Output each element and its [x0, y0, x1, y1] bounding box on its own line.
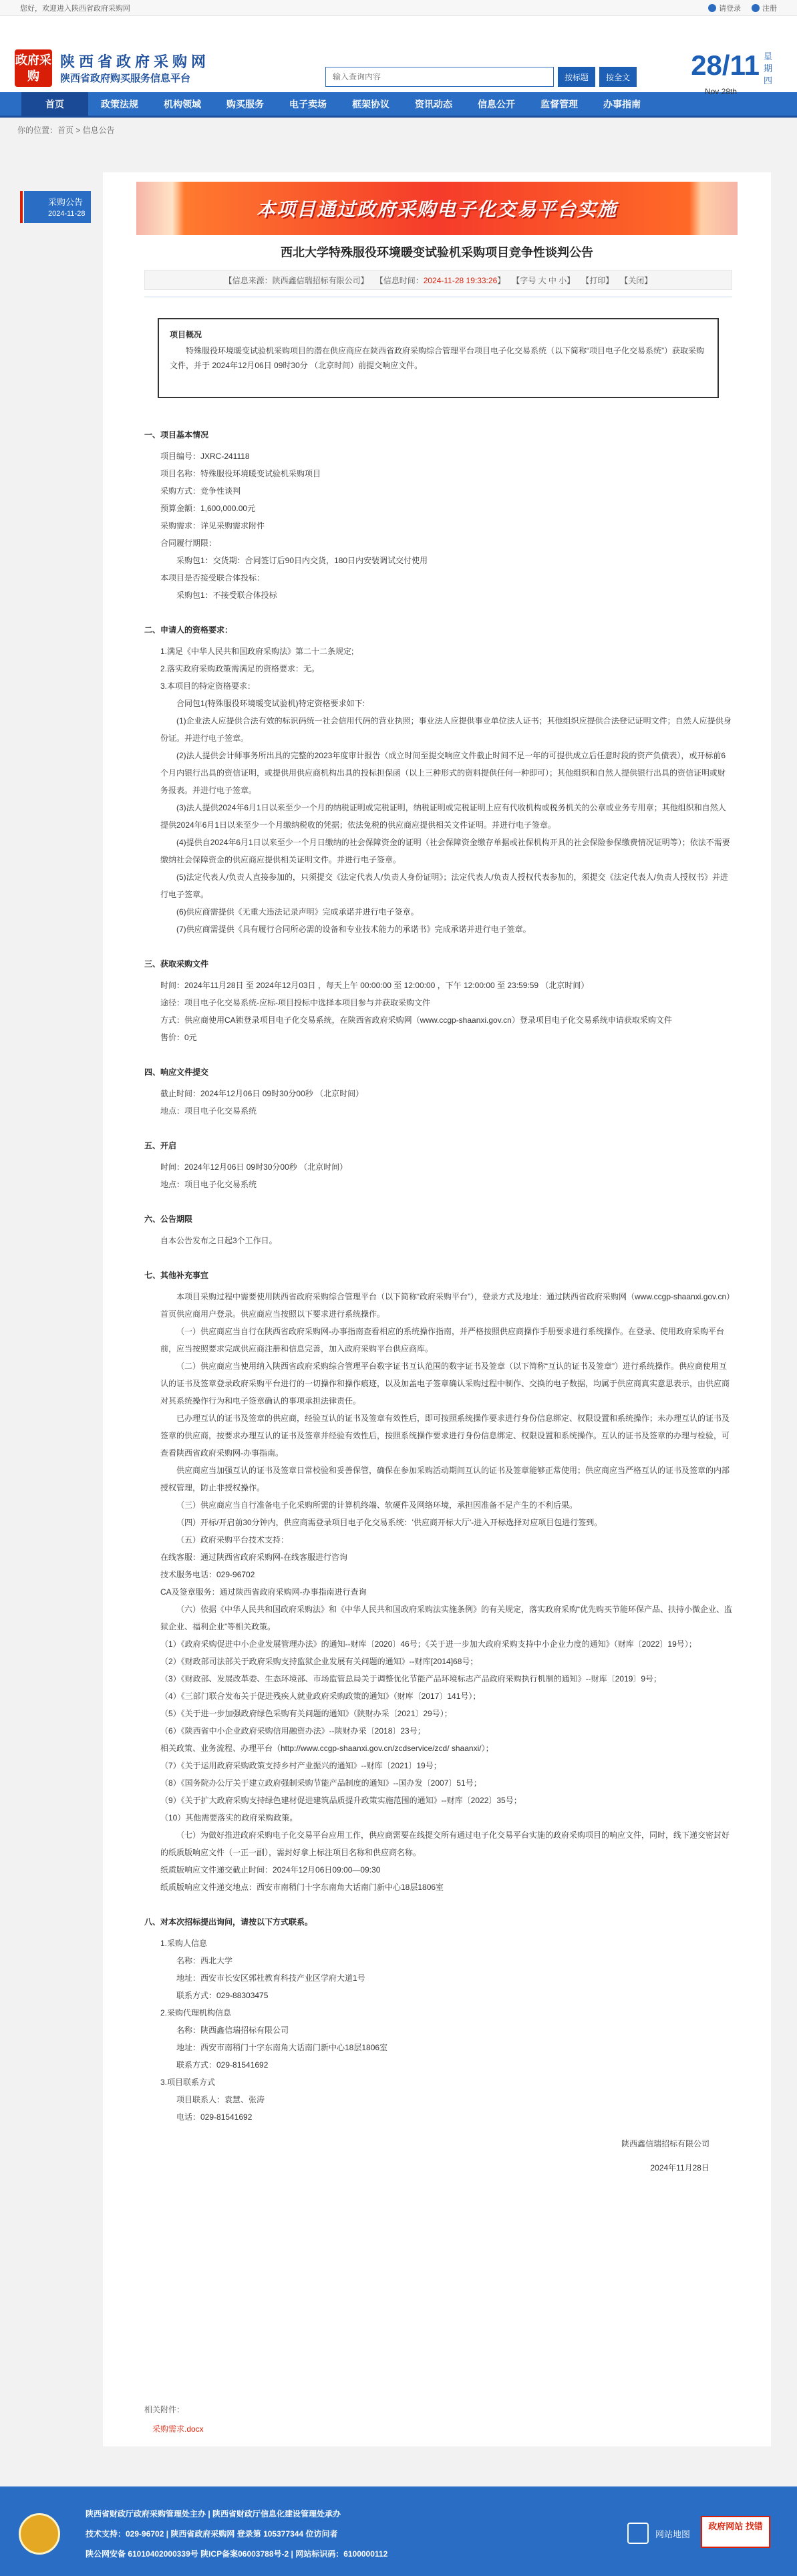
nav-home[interactable]: 首页: [21, 92, 88, 117]
sitemap-link[interactable]: 网站地图: [627, 2523, 690, 2544]
nav-news[interactable]: 资讯动态: [415, 98, 452, 110]
notice-body: [144, 413, 732, 2177]
notice-line: 1.满足《中华人民共和国政府采购法》第二十二条规定;: [160, 647, 354, 656]
notice-line: (6)供应商需提供《无重大违法记录声明》完成承诺并进行电子签章。: [176, 907, 419, 917]
notice-line: 本项目是否接受联合体投标：: [160, 573, 265, 583]
meta-time: 【信息时间：2024-11-28 19:33:26】: [375, 275, 506, 285]
notice-line: 采购需求：详见采购需求附件: [160, 521, 265, 530]
nav-framework[interactable]: 框架协议: [352, 98, 389, 110]
notice-line: 合同包1(特殊服役环境暖变试验机)特定资格要求如下:: [176, 699, 365, 708]
notice-line: 电话：029-81541692: [176, 2112, 253, 2122]
notice-line: 预算金额：1,600,000.00元: [160, 504, 256, 513]
notice-line: 售价：0元: [160, 1033, 197, 1042]
nav-guide[interactable]: 办事指南: [603, 98, 641, 110]
side-tab-date: 2024-11-28: [48, 210, 86, 218]
notice-line: 项目名称：特殊服役环境暖变试验机采购项目: [160, 469, 321, 478]
notice-line: 时间：2024年11月28日 至 2024年12月03日 ，每天上午 00:00:00 至 12:00:00 ，下午 12:00:00 至 23:59:59 （北京时间）: [160, 981, 589, 990]
notice-line: 名称：陕西鑫信瑞招标有限公司: [176, 2026, 289, 2035]
notice-line: 技术服务电话：029-96702: [160, 1570, 255, 1579]
footer-host-line: 陕西省财政厅政府采购管理处主办 | 陕西省财政厅信息化建设管理处承办: [86, 2509, 341, 2519]
notice-line: （六）依据《中华人民共和国政府采购法》和《中华人民共和国政府采购法实施条例》的有关规定，落实政府采购“优先购买节能环保产品、扶持小微企业、监狱企业、福利企业”等相关政策。: [160, 1605, 733, 1631]
notice-line: (5)法定代表人/负责人直接参加的，只须提交《法定代表人/负责人身份证明》；法定代表人/负责人授权代表参加的，须提交《法定代表人/负责人授权书》并进行电子签章。: [160, 872, 729, 899]
nav-emall[interactable]: 电子卖场: [289, 98, 327, 110]
nav-agency[interactable]: 机构领域: [164, 98, 201, 110]
notice-line: 时间：2024年12月06日 09时30分00秒 （北京时间）: [160, 1162, 348, 1172]
notice-line: 2.落实政府采购政策需满足的资格要求：无。: [160, 664, 320, 673]
section-heading: 七、其他补充事宜: [144, 1271, 209, 1280]
print-button[interactable]: 【打印】: [581, 275, 614, 285]
search-fulltext-button[interactable]: 按全文: [599, 67, 637, 87]
site-title: 陕西省政府采购网: [60, 53, 210, 70]
notice-line: 方式：供应商使用CA锁登录项目电子化交易系统，在陕西省政府采购网（www.ccgp-shaanxi.gov.cn）登录项目电子化交易系统申请获取采购文件: [160, 1015, 672, 1025]
notice-line: 项目编号：JXRC-241118: [160, 452, 250, 461]
register-icon: [752, 4, 760, 12]
notice-line: （三）供应商应当自行准备电子化采购所需的计算机终端、软硬件及网络环境，承担因准备不足产生的不利后果。: [176, 1500, 578, 1510]
meta-source: 【信息来源：陕西鑫信瑞招标有限公司】: [224, 275, 369, 285]
notice-line: （七）为做好推进政府采购电子化交易平台应用工作，供应商需要在线提交所有通过电子化交易平台实施的政府采购项目的响应文件，同时，线下递交密封好的纸质版响应文件（一正一副），需封好拿上标注项目名称和供应商名称。: [160, 1830, 730, 1857]
gov-site-error-button[interactable]: 政府网站 找错: [701, 2516, 770, 2548]
notice-line: 在线客服：通过陕西省政府采购网-在线客服进行咨询: [160, 1553, 347, 1562]
footer-support-line: 技术支持：029-96702 | 陕西省政府采购网 登录第 105377344 位访问者: [86, 2529, 338, 2539]
notice-line: （7）《关于运用政府采购政策支持乡村产业振兴的通知》--财库〔2021〕19号；: [160, 1761, 442, 1770]
section-heading: 五、开启: [144, 1141, 177, 1150]
notice-line: （四）开标/开启前30分钟内，供应商需登录项目电子化交易系统：'供应商开标大厅'-进入开标选择对应项目包进行签到。: [176, 1518, 603, 1527]
notice-line: 地址：西安市长安区郭杜教育科技产业区学府大道1号: [176, 1973, 365, 1983]
font-size-switch[interactable]: 【字号 大 中 小】: [512, 275, 575, 285]
side-tab-label: 采购公告: [48, 197, 84, 207]
register-link[interactable]: 注册: [752, 3, 777, 13]
notice-line: 采购包1：交货期：合同签订后90日内交货，180日内安装调试交付使用: [176, 556, 428, 565]
section-heading: 三、获取采购文件: [144, 959, 209, 969]
date-day: 28/11: [691, 49, 760, 81]
login-link[interactable]: 请登录: [708, 3, 741, 13]
notice-line: （1）《政府采购促进中小企业发展管理办法》的通知--财库〔2020〕46号；《关于进一步加大政府采购支持中小企业力度的通知》（财库〔2022〕19号）；: [160, 1639, 697, 1649]
notice-line: (4)提供自2024年6月1日以来至少一个月日缴纳的社会保障资金的证明（社会保障资金缴存单据或社保机构开具的社会保险参保缴费情况证明等）；依法不需要缴纳社会保障资金的供应商应提供相关证明文件。并进行电子签章。: [160, 838, 730, 864]
notice-line: CA及签章服务：通过陕西省政府采购网-办事指南进行查询: [160, 1587, 367, 1597]
notice-line: （五）政府采购平台技术支持：: [176, 1535, 289, 1545]
notice-line: 截止时间：2024年12月06日 09时30分00秒 （北京时间）: [160, 1089, 364, 1098]
date-week: 星期四: [764, 51, 773, 86]
notice-line: 途径：项目电子化交易系统-应标-项目投标中选择本项目参与并获取采购文件: [160, 998, 430, 1007]
notice-meta: [144, 270, 732, 290]
notice-line: （2）《财政部司法部关于政府采购支持监狱企业发展有关问题的通知》--财库[2014]68号；: [160, 1657, 478, 1666]
notice-line: 纸质版响应文件递交地点：西安市南稍门十字东南角大话南门新中心18层1806室: [160, 1883, 444, 1892]
notice-line: （9）《关于扩大政府采购支持绿色建材促进建筑品质提升政策实施范围的通知》--财库〔2022〕35号；: [160, 1796, 522, 1805]
notice-line: 采购方式：竞争性谈判: [160, 486, 241, 496]
notice-line: 纸质版响应文件递交截止时间：2024年12月06日09:00—09:30: [160, 1865, 381, 1875]
site-subtitle: 陕西省政府购买服务信息平台: [60, 73, 191, 84]
notice-line: 联系方式：029-88303475: [176, 1991, 269, 2000]
notice-line: 1.采购人信息: [160, 1939, 208, 1948]
notice-line: （二）供应商应当使用纳入陕西省政府采购综合管理平台数字证书互认范围的数字证书及签章（以下简称“互认的证书及签章”）进行系统操作。供应商使用互认的证书及签章登录政府采购平台进行的一切操作和操作痕迹，以及加盖电子签章确认采购过程中制作、交换的电子数据，均属于供应商真实意思表示，由供应商对其系统操作行为和电子签章确认的事项承担法律责任。: [160, 1361, 730, 1406]
date-display: [691, 51, 776, 87]
notice-line: 2.采购代理机构信息: [160, 2008, 232, 2018]
section-heading: 二、申请人的资格要求：: [144, 625, 233, 635]
footer-icp-line[interactable]: 陕公网安备 61010402000339号 陕ICP备案06003788号-2 | 网站标识码：6100000112: [86, 2549, 388, 2559]
attachments-label: 相关附件：: [144, 2405, 185, 2414]
section-heading: 一、项目基本情况: [144, 430, 209, 440]
notice-line: (1)企业法人应提供合法有效的标识码统一社会信用代码的营业执照；事业法人应提供事业单位法人证书；其他组织应提供合法登记证明文件；自然人应提供身份证。并进行电子签章。: [160, 716, 732, 743]
side-tab-accent: [20, 191, 23, 223]
notice-line: 合同履行期限：: [160, 538, 217, 548]
notice-panel: [103, 172, 771, 2446]
notice-line: 采购包1：不接受联合体投标: [176, 591, 277, 600]
section-heading: 六、公告期限: [144, 1215, 193, 1224]
notice-line: 供应商应当加强互认的证书及签章日常校验和妥善保管，确保在参加采购活动期间互认的证书及签章能够正常使用；供应商应当严格互认的证书及签章的内部授权管理，防止非授权操作。: [160, 1466, 730, 1492]
side-tab-procurement-notice[interactable]: [24, 191, 91, 223]
notice-line: （3）《财政部、发展改革委、生态环境部、市场监管总局关于调整优化节能产品环境标志产品政府采购执行机制的通知》--财库〔2019〕9号；: [160, 1674, 662, 1683]
greeting-text: 您好，欢迎进入陕西省政府采购网: [20, 4, 130, 13]
summary-heading: 项目概况: [170, 330, 202, 339]
notice-line: 自本公告发布之日起3个工作日。: [160, 1236, 277, 1245]
notice-line: 联系方式：029-81541692: [176, 2060, 269, 2070]
notice-line: （4）《三部门联合发布关于促进残疾人就业政府采购政策的通知》（财库〔2017〕141号）；: [160, 1692, 481, 1701]
notice-line: （10）其他需要落实的政府采购政策。: [160, 1813, 298, 1822]
breadcrumb: 你的位置：首页 > 信息公告: [17, 126, 115, 135]
notice-line: 本项目采购过程中需要使用陕西省政府采购综合管理平台（以下简称“政府采购平台”），登录方式及地址：通过陕西省政府采购网（www.ccgp-shaanxi.gov.cn）首页供应商用户登录。供应商应当按照以下要求进行系统操作。: [160, 1292, 731, 1319]
site-logo[interactable]: 政府采购: [15, 49, 52, 87]
top-bar: [0, 0, 797, 16]
notice-line: 3.本项目的特定资格要求：: [160, 681, 256, 691]
notice-line: （6）《陕西省中小企业政府采购信用融资办法》--陕财办采〔2018〕23号；: [160, 1726, 426, 1736]
notice-line: 名称：西北大学: [176, 1956, 233, 1965]
notice-line: (7)供应商需提供《具有履行合同所必需的设备和专业技术能力的承诺书》完成承诺并进行电子签章。: [176, 925, 531, 934]
date-english: Nov 28th: [704, 87, 737, 96]
sign-date: 2024年11月28日: [650, 2163, 709, 2172]
project-summary-box: [158, 318, 719, 398]
notice-title: 西北大学特殊服役环境暖变试验机采购项目竞争性谈判公告: [281, 246, 593, 259]
user-icon: [708, 4, 716, 12]
attachment-link[interactable]: 采购需求.docx: [152, 2424, 204, 2434]
search-bar: [325, 67, 637, 87]
notice-line: （8）《国务院办公厅关于建立政府强制采购节能产品制度的通知》--国办发〔2007〕51号；: [160, 1778, 482, 1788]
policy-link-line[interactable]: 相关政策、业务流程、办理平台（http://www.ccgp-shaanxi.gov.cn/zcdservice/zcd/ shaanxi/）；: [160, 1744, 494, 1753]
notice-line: 项目联系人：袁慧、张涛: [176, 2095, 265, 2104]
nav-services[interactable]: 购买服务: [226, 98, 264, 110]
close-button[interactable]: 【关闭】: [620, 275, 653, 285]
sitemap-icon: [627, 2523, 649, 2544]
search-input[interactable]: [325, 67, 554, 87]
nav-supervision[interactable]: 监督管理: [540, 98, 578, 110]
main-nav: [0, 92, 797, 118]
notice-line: 地点：项目电子化交易系统: [160, 1180, 257, 1189]
nav-disclosure[interactable]: 信息公开: [478, 98, 515, 110]
site-footer: [0, 2486, 797, 2576]
police-badge-icon: [19, 2513, 60, 2555]
summary-body: 特殊服役环境暖变试验机采购项目的潜在供应商应在陕西省政府采购综合管理平台项目电子化交易系统（以下简称“项目电子化交易系统”）获取采购文件，并于 2024年12月06日 09时30分 （北京时间）前提交响应文件。: [170, 346, 704, 370]
notice-line: 地址：西安市南稍门十字东南角大话南门新中心18层1806室: [176, 2043, 388, 2052]
search-title-button[interactable]: 按标题: [558, 67, 595, 87]
section-heading: 四、响应文件提交: [144, 1068, 209, 1077]
notice-line: 地点：项目电子化交易系统: [160, 1106, 257, 1116]
notice-line: （一）供应商应当自行在陕西省政府采购网-办事指南查看相应的系统操作指南，并严格按照供应商操作手册要求进行系统操作。在登录、使用政府采购平台前，应当按照要求完成供应商注册和信息完善，加入政府采购平台供应商库。: [160, 1327, 725, 1353]
sign-company: 陕西鑫信瑞招标有限公司: [621, 2139, 709, 2148]
attachments: [144, 2404, 204, 2434]
e-procurement-banner: 本项目通过政府采购电子化交易平台实施: [136, 182, 738, 235]
notice-line: （5）《关于进一步加强政府绿色采购有关问题的通知》（陕财办采〔2021〕29号）；: [160, 1709, 452, 1718]
notice-line: (3)法人提供2024年6月1日以来至少一个月的纳税证明或完税证明，纳税证明或完税证明上应有代收机构或税务机关的公章或业务专用章；其他组织和自然人提供2024年6月1日以来至少一个月缴纳税收的凭据；依法免税的供应商应提供相关文件证明。并进行电子签章。: [160, 803, 726, 830]
section-heading: 八、对本次招标提出询问，请按以下方式联系。: [144, 1917, 313, 1927]
notice-line: 已办理互认的证书及签章的供应商，经验互认的证书及签章有效性后，即可按照系统操作要求进行身份信息绑定、权限设置和系统操作；未办理互认的证书及签章的供应商，按要求办理互认的证书及签章并经验有效性后，按照系统操作要求进行身份信息绑定、权限设置和系统操作。互认的证书及签章的办理与检验，可查看陕西省政府采购网-办事指南。: [160, 1414, 730, 1458]
site-header: [0, 16, 797, 96]
notice-line: 3.项目联系方式: [160, 2078, 216, 2087]
nav-policy[interactable]: 政策法规: [101, 98, 138, 110]
notice-line: (2)法人提供会计师事务所出具的完整的2023年度审计报告（成立时间至提交响应文件截止时间不足一年的可提供成立后任意时段的资产负债表），或开标前6个月内银行出具的资信证明，或提供用供应商机构出具的投标担保函（以上三种形式的资料提供任何一种即可）；其他组织和自然人提供银行出具的资信证明或财务报表。并进行电子签章。: [160, 751, 726, 795]
